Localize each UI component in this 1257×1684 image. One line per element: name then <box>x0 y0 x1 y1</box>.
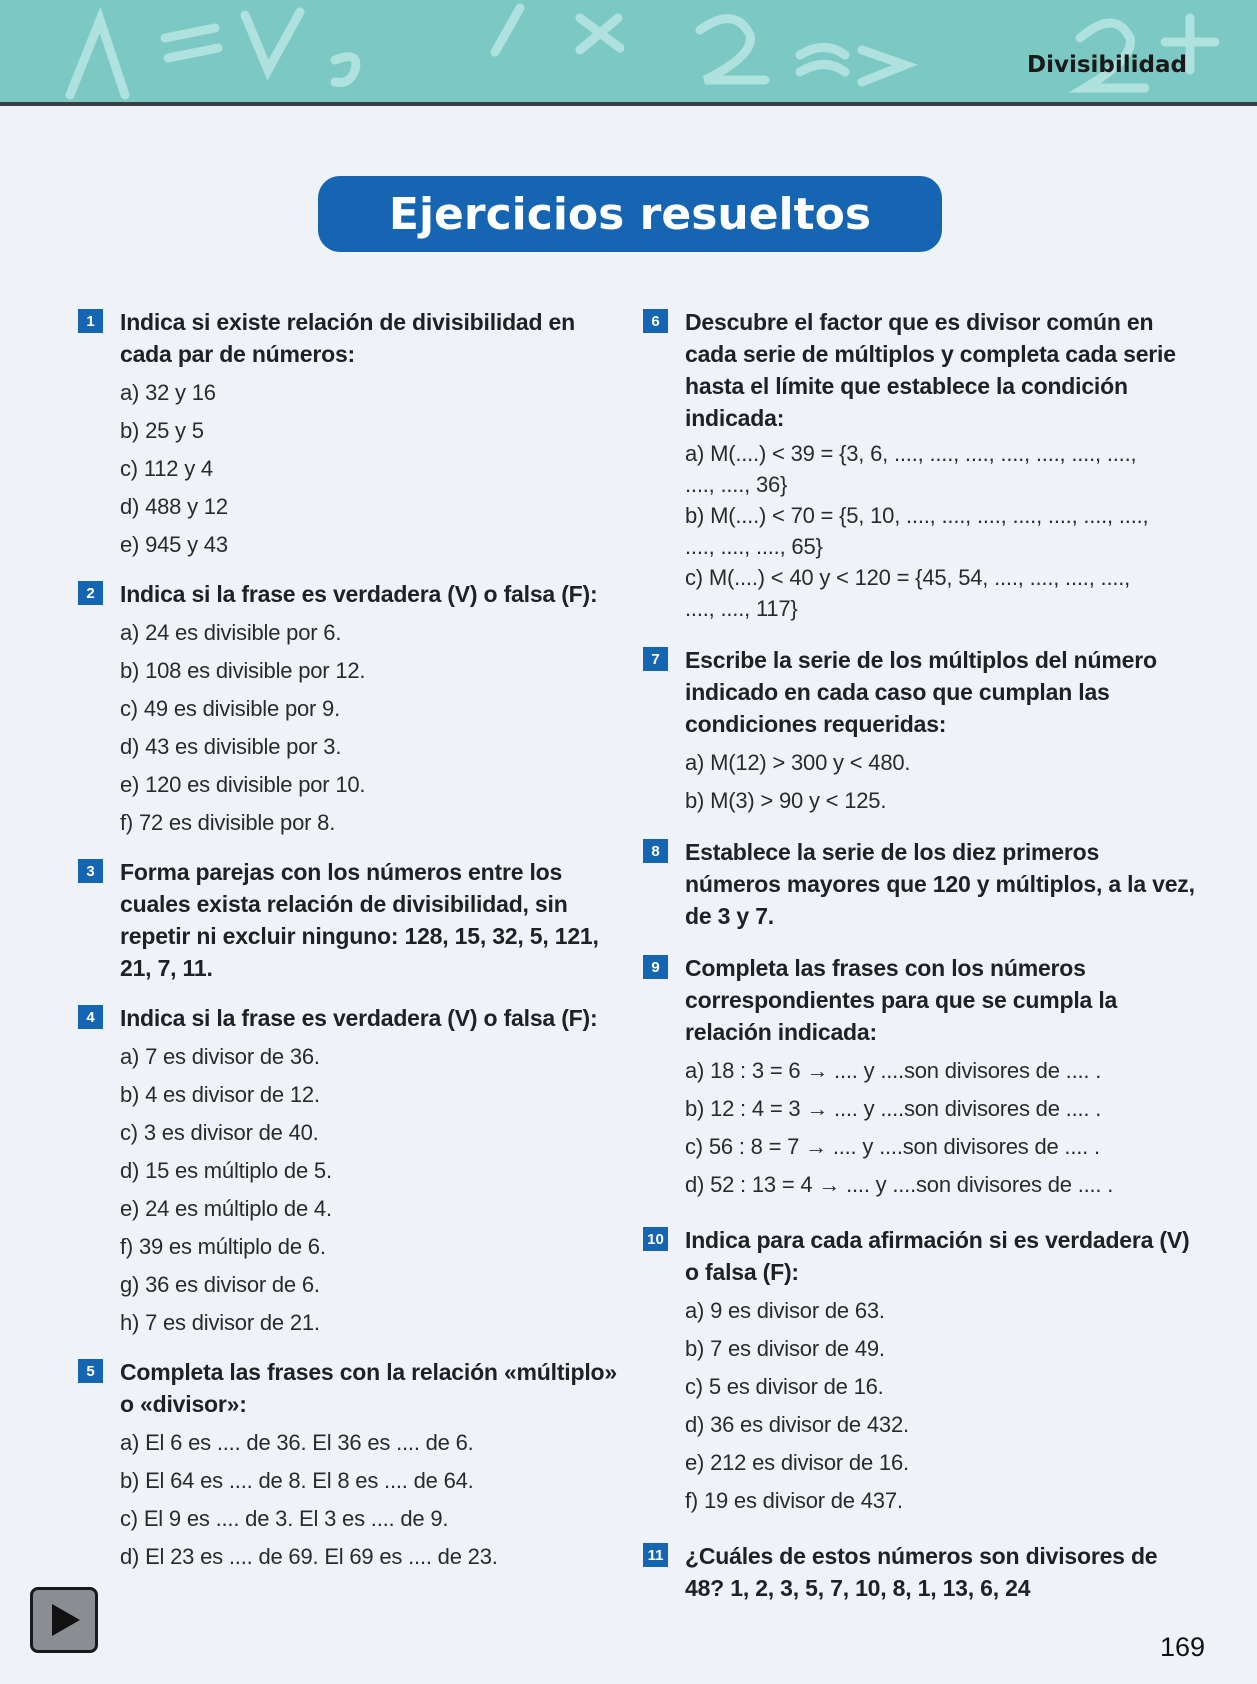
exercise-item: b) 12 : 4 = 3 → .... y ....son divisores de .... . <box>685 1096 1102 1121</box>
exercise-instruction: Establece la serie de los diez primeros números mayores que 120 y múltiplos, a la vez, de 3 y 7. <box>685 839 1195 929</box>
exercise-10 <box>643 1224 1195 1520</box>
exercise-number-badge: 1 <box>78 309 103 333</box>
exercise-item: c) 3 es divisor de 40. <box>120 1120 319 1145</box>
exercise-item: c) 49 es divisible por 9. <box>120 696 340 721</box>
exercise-8 <box>643 836 1195 932</box>
exercise-instruction: Descubre el factor que es divisor común en cada serie de múltiplos y completa cada serie hasta el límite que establece la condición indicada: <box>685 309 1176 431</box>
exercise-number-badge: 6 <box>643 309 668 333</box>
exercise-item: e) 120 es divisible por 10. <box>120 772 366 797</box>
exercise-items <box>120 1424 618 1576</box>
exercise-3 <box>78 856 618 984</box>
exercise-item: ...., ...., 36} <box>685 472 788 497</box>
page-number: 169 <box>1159 1632 1205 1662</box>
exercise-item: a) 9 es divisor de 63. <box>685 1298 885 1323</box>
exercise-item: a) 7 es divisor de 36. <box>120 1044 320 1069</box>
exercise-instruction: Indica si existe relación de divisibilidad en cada par de números: <box>120 309 575 367</box>
exercise-item: g) 36 es divisor de 6. <box>120 1272 320 1297</box>
exercise-instruction: Indica para cada afirmación si es verdadera (V) o falsa (F): <box>685 1227 1190 1285</box>
exercise-item: a) El 6 es .... de 36. El 36 es .... de 6. <box>120 1430 474 1455</box>
exercise-instruction: ¿Cuáles de estos números son divisores de 48? 1, 2, 3, 5, 7, 10, 8, 1, 13, 6, 24 <box>685 1543 1158 1601</box>
exercise-item: ...., ...., ...., 65} <box>685 534 823 559</box>
section-title: Divisibilidad <box>1027 52 1187 78</box>
exercise-item: a) 24 es divisible por 6. <box>120 620 342 645</box>
exercise-1 <box>78 306 618 564</box>
exercise-item: d) El 23 es .... de 69. El 69 es .... de 23. <box>120 1544 498 1569</box>
exercise-number-badge: 9 <box>643 955 668 979</box>
exercise-4 <box>78 1002 618 1342</box>
exercise-number-badge: 8 <box>643 839 668 863</box>
exercise-item: b) 108 es divisible por 12. <box>120 658 366 683</box>
exercise-number-badge: 5 <box>78 1359 103 1383</box>
exercise-number-badge: 7 <box>643 647 668 671</box>
exercise-instruction: Indica si la frase es verdadera (V) o falsa (F): <box>120 581 598 607</box>
exercise-item: f) 39 es múltiplo de 6. <box>120 1234 326 1259</box>
exercise-item: c) 5 es divisor de 16. <box>685 1374 884 1399</box>
exercise-instruction: Escribe la serie de los múltiplos del número indicado en cada caso que cumplan las condiciones requeridas: <box>685 647 1157 737</box>
exercise-item: d) 15 es múltiplo de 5. <box>120 1158 332 1183</box>
exercise-number-badge: 3 <box>78 859 103 883</box>
exercise-item: d) 488 y 12 <box>120 494 228 519</box>
exercise-item: a) M(....) < 39 = {3, 6, ...., ...., ...., ...., ...., ...., ...., <box>685 441 1137 466</box>
exercise-item: a) 18 : 3 = 6 → .... y ....son divisores de .... . <box>685 1058 1102 1083</box>
exercise-number-badge: 11 <box>643 1543 668 1567</box>
exercise-items <box>120 614 618 842</box>
exercise-11 <box>643 1540 1195 1604</box>
exercise-item: b) M(....) < 70 = {5, 10, ...., ...., ...., ...., ...., ...., ...., <box>685 503 1149 528</box>
exercise-instruction: Forma parejas con los números entre los cuales exista relación de divisibilidad, sin repetir ni excluir ninguno: 128, 15, 32, 5, 121, 21, 7, 11. <box>120 859 599 981</box>
exercise-item: e) 212 es divisor de 16. <box>685 1450 909 1475</box>
exercise-items <box>120 374 618 564</box>
exercise-item: c) M(....) < 40 y < 120 = {45, 54, ...., ...., ...., ...., <box>685 565 1131 590</box>
exercise-item: b) El 64 es .... de 8. El 8 es .... de 64. <box>120 1468 474 1493</box>
exercise-6 <box>643 306 1195 624</box>
exercise-item: c) 112 y 4 <box>120 456 213 481</box>
header-band <box>0 0 1257 106</box>
exercise-items <box>685 1052 1195 1204</box>
exercise-item: f) 72 es divisible por 8. <box>120 810 336 835</box>
exercise-items <box>685 744 1195 820</box>
right-column <box>643 306 1195 1604</box>
exercise-number-badge: 10 <box>643 1227 668 1251</box>
exercise-item: b) 7 es divisor de 49. <box>685 1336 885 1361</box>
exercise-instruction: Completa las frases con la relación «múltiplo» o «divisor»: <box>120 1359 617 1417</box>
exercise-item: h) 7 es divisor de 21. <box>120 1310 320 1335</box>
page-banner-title: Ejercicios resueltos <box>318 176 942 252</box>
exercise-5 <box>78 1356 618 1576</box>
play-button[interactable] <box>30 1587 98 1653</box>
exercise-item: d) 36 es divisor de 432. <box>685 1412 909 1437</box>
exercise-item: c) El 9 es .... de 3. El 3 es .... de 9. <box>120 1506 449 1531</box>
exercise-9 <box>643 952 1195 1204</box>
exercise-item: f) 19 es divisor de 437. <box>685 1488 903 1513</box>
exercise-item: a) 32 y 16 <box>120 380 216 405</box>
exercise-7 <box>643 644 1195 820</box>
exercise-item: b) 25 y 5 <box>120 418 204 443</box>
exercise-item: e) 24 es múltiplo de 4. <box>120 1196 332 1221</box>
exercise-instruction: Indica si la frase es verdadera (V) o falsa (F): <box>120 1005 598 1031</box>
exercise-items <box>685 438 1195 624</box>
exercise-number-badge: 4 <box>78 1005 103 1029</box>
play-icon <box>44 1600 84 1640</box>
left-column <box>78 306 618 1576</box>
exercise-item: d) 52 : 13 = 4 → .... y ....son divisores de .... . <box>685 1172 1114 1197</box>
exercise-number-badge: 2 <box>78 581 103 605</box>
exercise-items <box>120 1038 618 1342</box>
exercise-item: e) 945 y 43 <box>120 532 228 557</box>
exercise-item: ...., ...., 117} <box>685 596 798 621</box>
exercise-items <box>685 1292 1195 1520</box>
exercise-instruction: Completa las frases con los números correspondientes para que se cumpla la relación indicada: <box>685 955 1118 1045</box>
exercise-2 <box>78 578 618 842</box>
exercise-item: c) 56 : 8 = 7 → .... y ....son divisores de .... . <box>685 1134 1100 1159</box>
exercise-item: b) 4 es divisor de 12. <box>120 1082 320 1107</box>
exercise-item: a) M(12) > 300 y < 480. <box>685 750 911 775</box>
math-symbols-decoration <box>0 0 1257 102</box>
exercise-item: b) M(3) > 90 y < 125. <box>685 788 887 813</box>
exercise-item: d) 43 es divisible por 3. <box>120 734 342 759</box>
